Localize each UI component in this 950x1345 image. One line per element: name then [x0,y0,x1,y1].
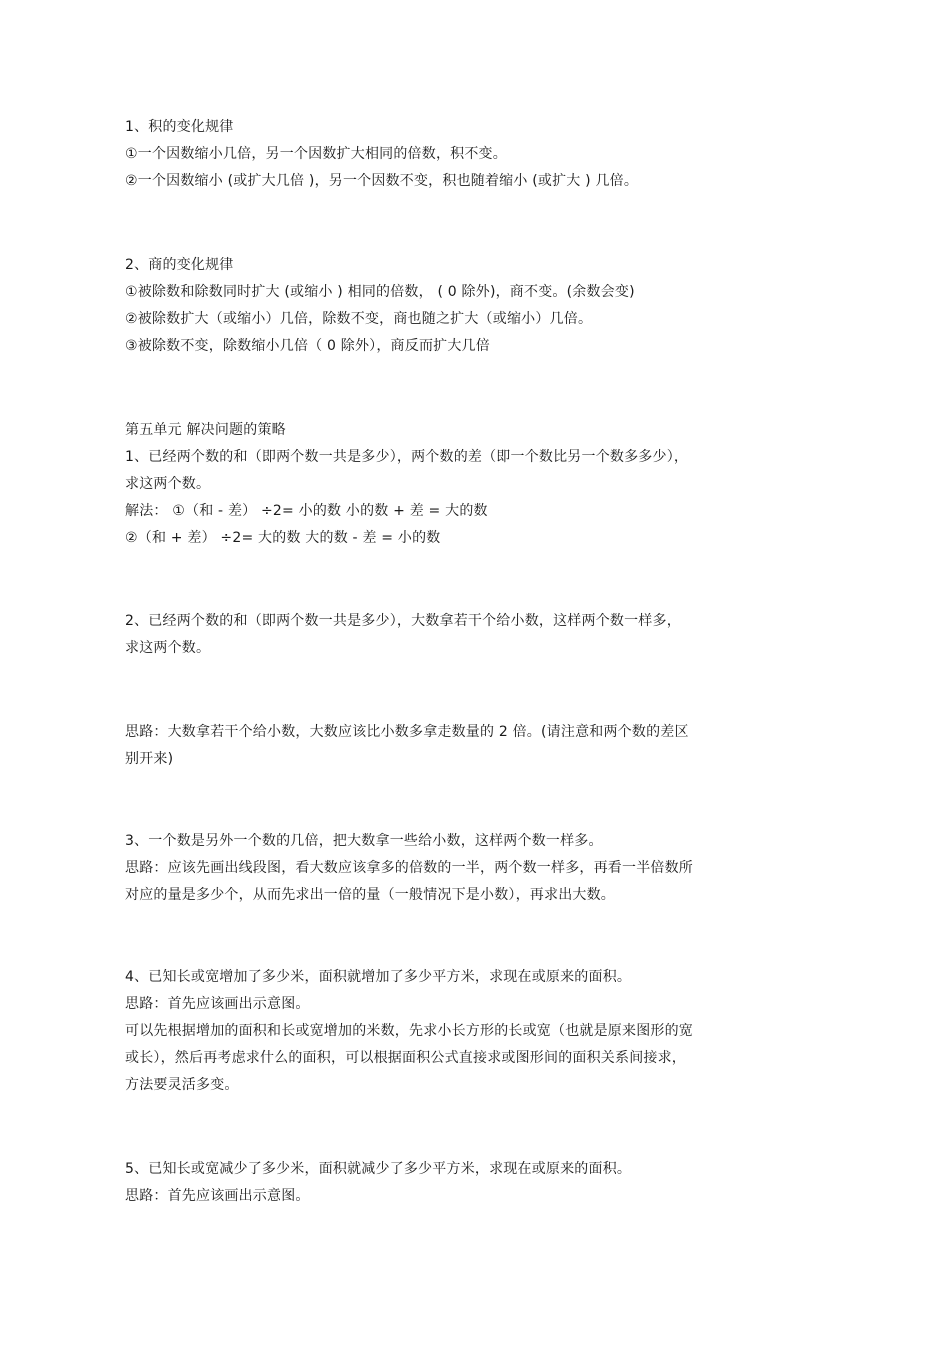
unit5-p4-line-4: 或长），然后再考虑求什么的面积，可以根据面积公式直接求或图形间的面积关系间接求， [125,1050,686,1066]
unit5-p5-line-1: 5、已知长或宽减少了多少米，面积就减少了多少平方米，求现在或原来的面积。 [125,1161,632,1177]
unit5-p2-line-1: 2、已经两个数的和（即两个数一共是多少），大数拿若干个给小数，这样两个数一样多， [125,613,681,629]
unit5-p4-line-3: 可以先根据增加的面积和长或宽增加的米数，先求小长方形的长或宽（也就是原来图形的宽 [125,1023,693,1039]
unit5-p2-line-2: 求这两个数。 [125,640,211,656]
unit5-p1-line-2: 求这两个数。 [125,476,211,492]
unit5-p1-line-4: ②（和 + 差） ÷2= 大的数 大的数 - 差 = 小的数 [125,530,441,546]
unit5-p4-line-1: 4、已知长或宽增加了多少米，面积就增加了多少平方米，求现在或原来的面积。 [125,969,632,985]
unit5-p1-line-3: 解法： ①（和 - 差） ÷2= 小的数 小的数 + 差 = 大的数 [125,503,488,519]
section-title-product-rule: 1、积的变化规律 [125,119,234,135]
unit5-p1-line-1: 1、已经两个数的和（即两个数一共是多少），两个数的差（即一个数比另一个数多多少）， [125,449,689,465]
unit5-p3-line-1: 3、一个数是另外一个数的几倍，把大数拿一些给小数，这样两个数一样多。 [125,833,603,849]
unit5-p2-hint-line-2: 别开来) [125,751,174,767]
unit5-p2-hint-line-1: 思路：大数拿若干个给小数，大数应该比小数多拿走数量的 2 倍。(请注意和两个数的差区 [125,724,689,740]
product-rule-item-1: ①一个因数缩小几倍，另一个因数扩大相同的倍数，积不变。 [125,146,507,162]
unit5-p4-line-2: 思路：首先应该画出示意图。 [125,996,310,1012]
quotient-rule-item-3: ③被除数不变，除数缩小几倍（ 0 除外），商反而扩大几倍 [125,338,490,354]
quotient-rule-item-1: ①被除数和除数同时扩大 (或缩小 ) 相同的倍数， ( 0 除外)，商不变。(余数会变) [125,284,635,300]
unit5-p5-line-2: 思路：首先应该画出示意图。 [125,1188,310,1204]
unit5-p3-line-2: 思路：应该先画出线段图，看大数应该拿多的倍数的一半，两个数一样多，再看一半倍数所 [125,860,693,876]
unit5-p3-line-3: 对应的量是多少个，从而先求出一倍的量（一般情况下是小数），再求出大数。 [125,887,615,903]
unit5-title: 第五单元 解决问题的策略 [125,422,286,438]
section-title-quotient-rule: 2、商的变化规律 [125,257,234,273]
product-rule-item-2: ②一个因数缩小 (或扩大几倍 )，另一个因数不变，积也随着缩小 (或扩大 ) 几倍。 [125,173,639,189]
quotient-rule-item-2: ②被除数扩大（或缩小）几倍，除数不变，商也随之扩大（或缩小）几倍。 [125,311,593,327]
unit5-p4-line-5: 方法要灵活多变。 [125,1077,239,1093]
